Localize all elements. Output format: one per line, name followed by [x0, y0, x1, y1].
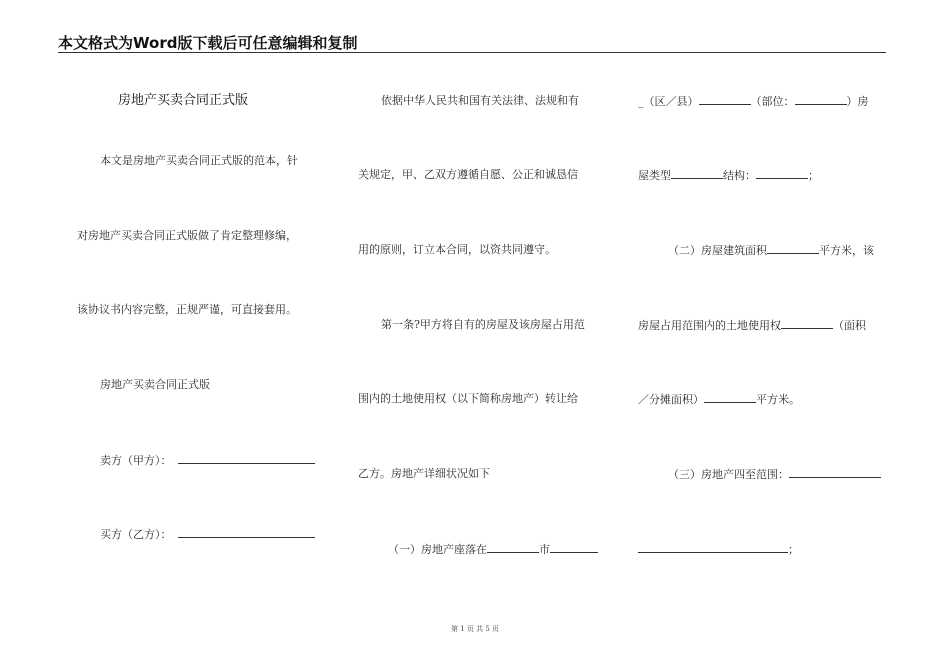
house-type-line: [638, 168, 819, 183]
shared-area-label: ／分摊面积）: [638, 393, 704, 406]
shared-area-unit: 平方米。: [756, 393, 800, 406]
preamble-line-2: 关规定，甲、乙双方遵循自愿、公正和诚恳信: [358, 168, 578, 181]
building-area-blank: [767, 243, 819, 254]
house-type-blank: [671, 168, 723, 179]
seller-blank: [178, 453, 315, 464]
buyer-label: 买方（乙方）：: [100, 528, 172, 541]
house-type-label: 屋类型: [638, 169, 671, 182]
intro-line-2: 对房地产买卖合同正式版做了肯定整理修编，: [77, 229, 297, 242]
district-label: _（区／县）: [638, 95, 699, 108]
article1-line-3: 乙方。房地产详细状况如下: [358, 467, 490, 480]
building-area-label: （二）房屋建筑面积: [668, 244, 767, 257]
intro-line-3: 该协议书内容完整，正规严谨，可直接套用。: [77, 303, 297, 316]
building-area-line: [668, 243, 874, 258]
position-suffix: ）房: [846, 95, 869, 108]
boundary-continued-line: [638, 542, 799, 557]
land-area-label: （面积: [833, 319, 866, 332]
structure-suffix: ；: [808, 169, 819, 182]
boundary-line: [668, 467, 881, 482]
land-use-line: [638, 318, 866, 333]
buyer-line: [100, 527, 315, 542]
article1-line-2: 围内的土地使用权（以下简称房地产）转让给: [358, 392, 578, 405]
item1-location-line: [388, 542, 598, 557]
building-area-unit: 平方米，该: [819, 244, 874, 257]
boundary-blank: [789, 467, 881, 478]
buyer-blank: [178, 527, 315, 538]
boundary-label: （三）房地产四至范围：: [668, 468, 789, 481]
preamble-line-3: 用的原则，订立本合同，以资共同遵守。: [358, 243, 556, 256]
intro-line-1: 本文是房地产买卖合同正式版的范本，针: [100, 154, 298, 167]
district-blank: [550, 542, 598, 553]
location-detail-line: [638, 94, 869, 109]
position-blank: [795, 94, 847, 105]
item1-label: （一）房地产座落在: [388, 543, 487, 556]
shared-area-line: [638, 392, 800, 407]
boundary-suffix: ；: [788, 543, 799, 556]
header-rule: [58, 52, 886, 53]
city-blank: [487, 542, 539, 553]
shared-area-blank: [704, 392, 756, 403]
city-suffix: 市: [539, 543, 550, 556]
contract-title: 房地产买卖合同正式版: [118, 93, 249, 108]
structure-label: 结构：: [723, 169, 756, 182]
seller-label: 卖方（甲方）：: [100, 454, 172, 467]
land-use-blank: [781, 318, 833, 329]
land-use-label: 房屋占用范围内的土地使用权: [638, 319, 781, 332]
contract-subtitle: 房地产买卖合同正式版: [100, 378, 210, 391]
seller-line: [100, 453, 315, 468]
boundary-continued-blank: [638, 542, 788, 553]
district-name-blank: [699, 94, 751, 105]
preamble-line-1: 依据中华人民共和国有关法律、法规和有: [381, 94, 579, 107]
position-label: （部位：: [750, 95, 795, 108]
article1-line-1: 第一条?甲方将自有的房屋及该房屋占用范: [381, 318, 585, 331]
page-footer: 第 1 页 共 5 页: [450, 625, 500, 633]
download-banner: 本文格式为Word版下载后可任意编辑和复制: [58, 34, 358, 52]
structure-blank: [756, 168, 808, 179]
